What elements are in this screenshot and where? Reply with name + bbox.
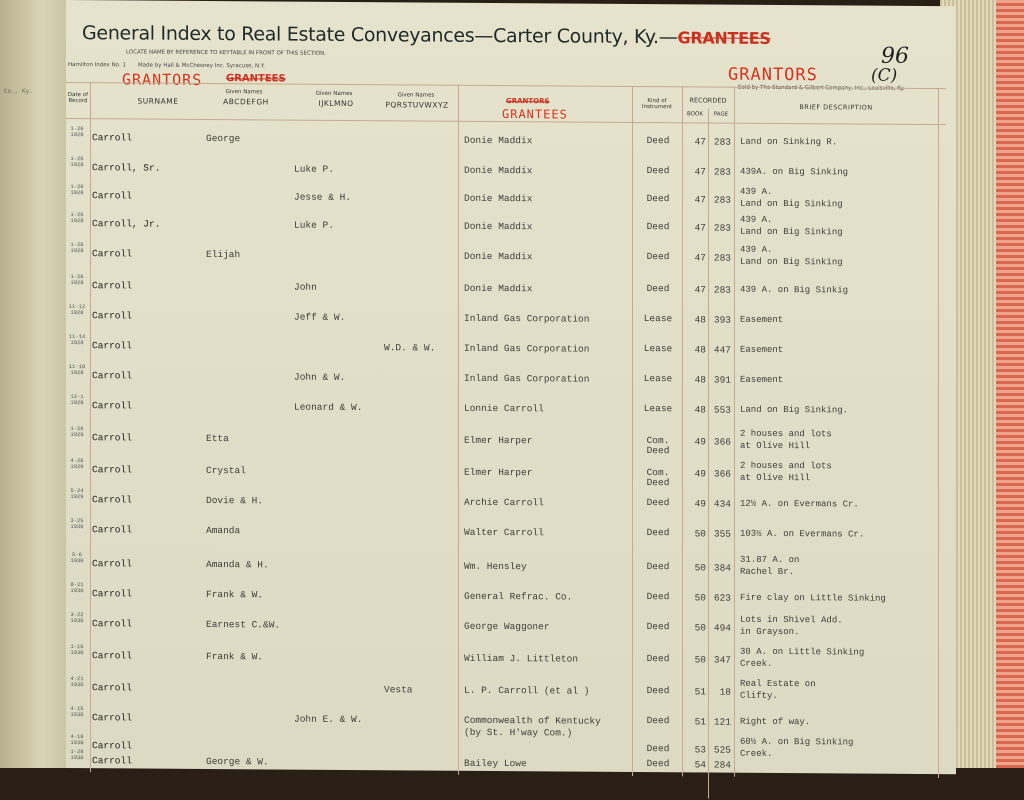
record-page: 525 <box>713 744 731 756</box>
instrument-kind: Deed <box>646 193 670 205</box>
record-book: 47 <box>694 194 706 206</box>
grantor-given-a-h: Etta <box>206 432 229 445</box>
grantor-surname: Carroll <box>92 340 132 352</box>
instrument-kind: Lease <box>643 343 673 355</box>
col-given1-small: Given Names <box>225 89 263 96</box>
record-page: 283 <box>713 222 731 234</box>
col-description-header: BRIEF DESCRIPTION <box>799 103 873 112</box>
description-line: Creek. <box>740 748 773 759</box>
record-date: 1-26 1928 <box>70 183 84 197</box>
description-line: 439 A. <box>740 186 773 197</box>
description-line: 439 A. <box>740 214 773 225</box>
description-line: Rachel Br. <box>740 566 795 578</box>
grantee-name: Walter Carroll <box>464 526 544 539</box>
grantor-given-a-h: Elijah <box>206 248 241 261</box>
grantor-surname: Carroll <box>92 558 132 570</box>
grantor-surname: Carroll <box>92 280 132 292</box>
col-kind-header: Kind of Instrument <box>641 98 673 111</box>
instrument-kind: Deed <box>646 743 670 755</box>
grantor-surname: Carroll, Sr. <box>92 162 161 174</box>
description-line: Clifty. <box>740 690 778 701</box>
grantee-name: Inland Gas Corporation <box>464 372 590 385</box>
record-date: 1-26 1928 <box>70 155 84 169</box>
record-book: 50 <box>694 592 706 604</box>
record-page: 447 <box>713 344 731 356</box>
grantor-given-a-h: George <box>206 132 241 145</box>
grantor-surname: Carroll <box>92 712 132 724</box>
grantee-name: George Waggoner <box>464 620 550 633</box>
grantee-name: Commonwealth of Kentucky <box>464 714 601 727</box>
grantor-given-a-h: Crystal <box>206 464 246 477</box>
instrument-kind: Deed <box>646 561 670 573</box>
rule-col3 <box>632 86 633 776</box>
instrument-kind: Deed <box>646 165 670 177</box>
folio-number: 96 <box>881 43 909 69</box>
description-line: 439 A. on Big Sinkig <box>740 284 849 296</box>
instrument-kind: Deed <box>646 685 670 697</box>
grantor-surname: Carroll <box>92 432 132 444</box>
record-book: 47 <box>694 284 706 296</box>
grantor-surname: Carroll <box>92 740 132 752</box>
record-date: 1-26 1928 <box>70 125 84 139</box>
record-page: 284 <box>713 759 731 771</box>
instrument-kind: Deed <box>646 527 670 539</box>
record-book: 53 <box>694 744 706 756</box>
instrument-kind: Com. Deed <box>646 435 670 457</box>
grantee-name: General Refrac. Co. <box>464 590 573 603</box>
maker-note: Made by Hall & McChesney Inc. Syracuse, N.Y. <box>138 62 265 70</box>
description-line: Land on Big Sinking. <box>740 404 849 416</box>
grantee-name: Donie Maddix <box>464 282 533 295</box>
record-date: 11-12 1928 <box>68 303 86 317</box>
record-date: 8-21 1930 <box>70 581 84 595</box>
col-page-header: PAGE <box>713 111 729 118</box>
record-date: 11-14 1928 <box>68 333 86 347</box>
grantor-surname: Carroll <box>92 370 132 382</box>
instrument-kind: Deed <box>646 621 670 633</box>
grantor-given-i-o: John <box>294 281 317 293</box>
description-line: Land on Big Sinking <box>740 256 843 268</box>
grantee-name: Archie Carroll <box>464 496 544 509</box>
grantor-given-i-o: Leonard & W. <box>294 401 363 414</box>
grantee-name: Bailey Lowe <box>464 757 527 770</box>
ledger-page <box>66 0 956 774</box>
col-given3-header: PQRSTUVWXYZ <box>385 100 449 110</box>
record-book: 47 <box>694 222 706 234</box>
locate-note: LOCATE NAME BY REFERENCE TO KEYTABLE IN FRONT OF THIS SECTION. <box>126 49 327 57</box>
description-line: Easement <box>740 374 784 386</box>
record-book: 47 <box>694 136 706 148</box>
record-date: 4-26 1929 <box>70 457 84 471</box>
left-page-text: Co., Ky. <box>4 88 33 95</box>
instrument-kind: Deed <box>646 283 670 295</box>
record-date: 5-24 1929 <box>70 487 84 501</box>
record-book: 49 <box>694 468 706 480</box>
description-line: Land on Big Sinking <box>740 226 843 238</box>
grantor-surname: Carroll <box>92 464 132 476</box>
record-date: 11-10 1928 <box>68 363 86 377</box>
grantor-given-i-o: Jeff & W. <box>294 311 346 323</box>
record-page: 366 <box>713 436 731 448</box>
record-page: 366 <box>713 468 731 480</box>
left-page <box>0 0 70 768</box>
description-line: 12½ A. on Evermans Cr. <box>740 498 859 510</box>
record-page: 283 <box>713 136 731 148</box>
record-date: 1-28 1930 <box>70 748 84 762</box>
record-page: 283 <box>713 284 731 296</box>
grantee-name: Donie Maddix <box>464 220 533 233</box>
grantor-surname: Carroll <box>92 588 132 600</box>
col-book-header: BOOK <box>687 111 703 118</box>
record-date: 4-18 1930 <box>70 733 84 747</box>
record-page: 623 <box>713 592 731 604</box>
grantor-given-a-h: Amanda <box>206 524 241 537</box>
description-line: 103½ A. on Evermans Cr. <box>740 528 865 540</box>
record-date: 3-25 1930 <box>70 517 84 531</box>
grantor-surname: Carroll <box>92 618 132 630</box>
record-book: 50 <box>694 528 706 540</box>
record-page: 283 <box>713 166 731 178</box>
grantor-given-i-o: Luke P. <box>294 163 334 175</box>
description-line: Lots in Shivel Add. <box>740 614 843 626</box>
description-line: Easement <box>740 314 784 326</box>
grantee-name: Donie Maddix <box>464 164 533 177</box>
grantor-surname: Carroll <box>92 248 132 260</box>
col-surname-header: SURNAME <box>137 96 179 106</box>
grantor-surname: Carroll, Jr. <box>92 218 161 230</box>
record-page: 434 <box>713 498 731 510</box>
instrument-kind: Deed <box>646 497 670 509</box>
instrument-kind: Deed <box>646 221 670 233</box>
page-title <box>82 22 771 49</box>
grantor-surname: Carroll <box>92 524 132 536</box>
record-book: 48 <box>694 374 706 386</box>
folio-letter: (C) <box>871 65 898 86</box>
record-book: 48 <box>694 404 706 416</box>
rule-col2 <box>458 85 459 775</box>
description-line: 2 houses and lots <box>740 428 832 440</box>
grantee-name: Elmer Harper <box>464 466 533 479</box>
description-line: Land on Big Sinking <box>740 198 843 210</box>
grantee-name: Inland Gas Corporation <box>464 342 590 355</box>
grantor-surname: Carroll <box>92 494 132 506</box>
record-page: 384 <box>713 562 731 574</box>
record-date: 4-15 1930 <box>70 705 84 719</box>
rule-col4 <box>682 86 683 776</box>
record-page: 355 <box>713 528 731 540</box>
grantor-given-i-o: Luke P. <box>294 219 334 231</box>
rule-col6 <box>734 87 735 777</box>
col-recorded-header: RECORDED <box>689 96 727 105</box>
grantor-given-a-h: Dovie & H. <box>206 494 264 507</box>
grantor-given-p-z: W.D. & W. <box>384 342 436 354</box>
rule-col5 <box>708 108 709 798</box>
grantee-name-line2: (by St. H'way Com.) <box>464 726 573 739</box>
record-page: 494 <box>713 622 731 634</box>
record-date: 1-16 1930 <box>70 643 84 657</box>
page-title-text: General Index to Real Estate Conveyances—Carter County, Ky.— <box>82 22 678 49</box>
description-line: Easement <box>740 344 784 356</box>
grantee-name: William J. Littleton <box>464 652 579 665</box>
index-note: Hamilton Index No. 1 <box>68 62 126 69</box>
col-given2-small: Given Names <box>315 90 353 97</box>
grantor-given-p-z: Vesta <box>384 684 413 696</box>
instrument-kind: Deed <box>646 758 670 770</box>
grantor-surname: Carroll <box>92 650 132 662</box>
grantor-given-a-h: Frank & W. <box>206 588 264 601</box>
record-page: 347 <box>713 654 731 666</box>
description-line: Real Estate on <box>740 678 816 690</box>
record-book: 54 <box>694 759 706 771</box>
record-date: 12-1 1928 <box>70 393 84 407</box>
description-line: Land on Sinking R. <box>740 136 838 148</box>
description-line: Right of way. <box>740 716 811 728</box>
grantee-name: Elmer Harper <box>464 434 533 447</box>
grantees-label: GRANTEES <box>502 107 568 122</box>
grantor-given-a-h: Earnest C.&W. <box>206 618 281 631</box>
record-date: 3-22 1930 <box>70 611 84 625</box>
description-line: 31.87 A. on <box>740 554 800 566</box>
grantor-surname: Carroll <box>92 400 132 412</box>
grantors-struck: GRANTEES <box>226 73 286 85</box>
grantor-given-a-h: George & W. <box>206 755 269 768</box>
col-date-header: Date of Record <box>67 92 89 105</box>
record-book: 51 <box>694 686 706 698</box>
record-date: 1-26 1928 <box>70 273 84 287</box>
description-line: at Olive Hill <box>740 472 811 484</box>
title-struck-word: GRANTEES <box>677 28 771 48</box>
record-book: 47 <box>694 252 706 264</box>
record-date: 5-6 1930 <box>70 551 84 565</box>
grantor-given-i-o: Jesse & H. <box>294 191 352 203</box>
record-date: 4-21 1930 <box>70 675 84 689</box>
grantee-name: Donie Maddix <box>464 192 533 205</box>
instrument-kind: Deed <box>646 135 670 147</box>
rule-col7 <box>938 88 939 778</box>
description-line: 439A. on Big Sinking <box>740 166 849 178</box>
instrument-kind: Lease <box>643 373 673 385</box>
description-line: in Grayson. <box>740 626 800 638</box>
record-date: 1-26 1928 <box>70 241 84 255</box>
grantee-name: Inland Gas Corporation <box>464 312 590 325</box>
grantor-given-a-h: Frank & W. <box>206 650 264 663</box>
instrument-kind: Lease <box>643 403 673 415</box>
grantors-label: GRANTORS <box>122 70 203 89</box>
col-given3-small: Given Names <box>397 92 435 99</box>
instrument-kind: Com. Deed <box>646 467 670 489</box>
record-page: 283 <box>713 252 731 264</box>
record-book: 50 <box>694 562 706 574</box>
record-page: 393 <box>713 314 731 326</box>
record-book: 49 <box>694 436 706 448</box>
record-date: 1-26 1928 <box>70 211 84 225</box>
description-line: Creek. <box>740 658 773 669</box>
record-page: 553 <box>713 404 731 416</box>
description-line: 60½ A. on Big Sinking <box>740 736 854 748</box>
grantee-name: Donie Maddix <box>464 134 533 147</box>
grantor-given-a-h: Amanda & H. <box>206 558 269 571</box>
record-book: 47 <box>694 166 706 178</box>
rule-col1 <box>90 82 91 772</box>
seller-note: Sold by The Standard & Gilbert Company, Inc., Louisville, Ky. <box>738 84 905 92</box>
instrument-kind: Deed <box>646 591 670 603</box>
instrument-kind: Deed <box>646 653 670 665</box>
record-book: 50 <box>694 622 706 634</box>
grantor-surname: Carroll <box>92 682 132 694</box>
grantor-given-i-o: John & W. <box>294 371 346 383</box>
record-book: 50 <box>694 654 706 666</box>
grantor-surname: Carroll <box>92 190 132 202</box>
grantor-surname: Carroll <box>92 755 132 767</box>
record-book: 49 <box>694 498 706 510</box>
grantor-given-i-o: John E. & W. <box>294 713 363 726</box>
description-line: 439 A. <box>740 244 773 255</box>
description-line: 2 houses and lots <box>740 460 832 472</box>
record-page: 121 <box>713 716 731 728</box>
record-page: 283 <box>713 194 731 206</box>
grantor-surname: Carroll <box>92 132 132 144</box>
red-edge-binding <box>996 0 1024 768</box>
instrument-kind: Lease <box>643 313 673 325</box>
col-given2-header: IJKLMNO <box>318 98 354 109</box>
record-book: 48 <box>694 344 706 356</box>
grantor-surname: Carroll <box>92 310 132 322</box>
grantees-struck: GRANTORS <box>506 97 550 106</box>
record-date: 1-26 1929 <box>70 425 84 439</box>
col-given1-header: ABCDEFGH <box>223 97 269 107</box>
record-page: 18 <box>719 686 731 698</box>
instrument-kind: Deed <box>646 715 670 727</box>
grantee-name: Wm. Hensley <box>464 560 527 573</box>
instrument-kind: Deed <box>646 251 670 263</box>
grantee-name: Donie Maddix <box>464 250 533 263</box>
grantee-name: L. P. Carroll (et al ) <box>464 684 590 697</box>
description-line: at Olive Hill <box>740 440 811 452</box>
description-line: 30 A. on Little Sinking <box>740 646 865 658</box>
description-line: Fire clay on Little Sinking <box>740 592 886 604</box>
title-correction: GRANTORS <box>728 64 818 86</box>
grantee-name: Lonnie Carroll <box>464 402 544 415</box>
record-page: 391 <box>713 374 731 386</box>
record-book: 51 <box>694 716 706 728</box>
record-book: 48 <box>694 314 706 326</box>
